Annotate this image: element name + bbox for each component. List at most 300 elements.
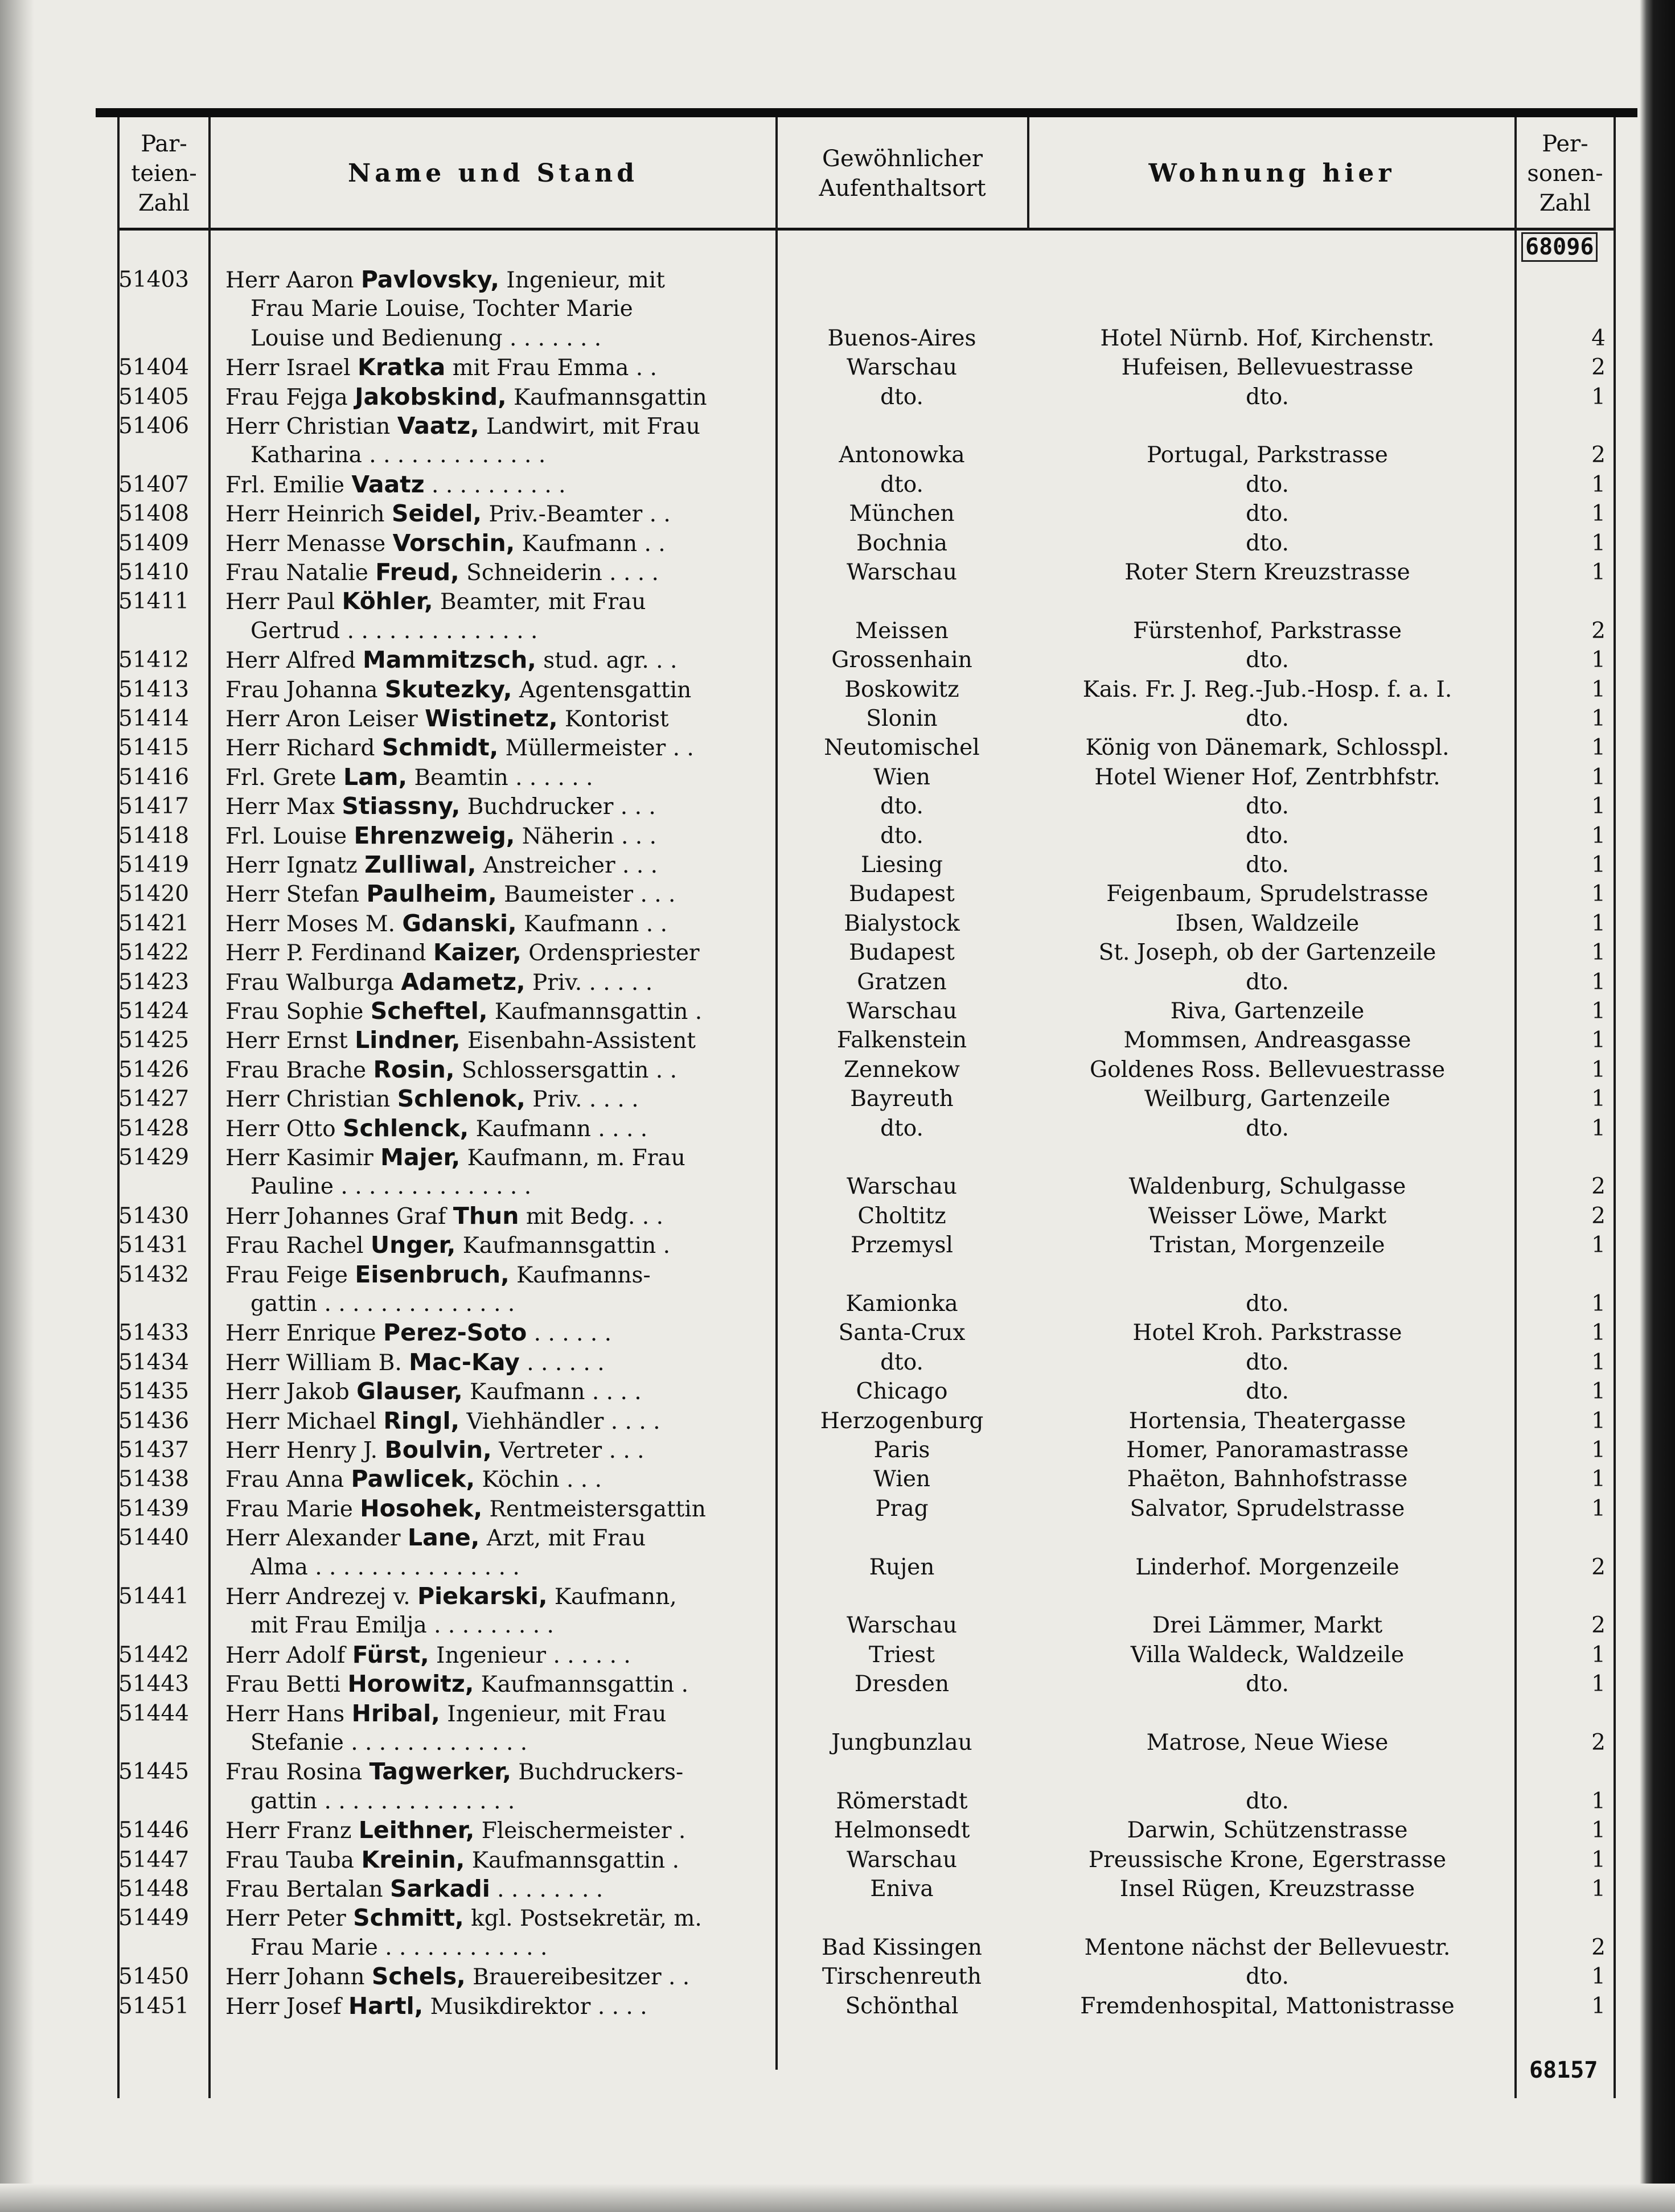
table-row [0, 1318, 1675, 1347]
usual-residence: Budapest [849, 940, 955, 966]
party-number: 51408 [118, 501, 190, 527]
name-title: Herr P. Ferdinand [225, 940, 433, 967]
party-number: 51419 [118, 852, 190, 878]
local-address: St. Joseph, ob der Gartenzeile [1098, 940, 1436, 966]
party-number: 51406 [118, 413, 190, 439]
occupation: Buchdruckers- [511, 1759, 684, 1786]
totals-rule [1516, 228, 1616, 230]
local-address: Villa Waldeck, Waldzeile [1130, 1642, 1405, 1668]
party-number: 51418 [118, 823, 190, 849]
table-row [0, 1084, 1675, 1113]
name-title: Herr Peter [225, 1906, 354, 1932]
party-number: 51440 [118, 1525, 190, 1551]
party-number: 51446 [118, 1818, 190, 1844]
name-and-occupation [225, 909, 772, 939]
occupation: Kaufmann, m. Frau [460, 1145, 685, 1171]
name-title: Herr Josef [225, 1993, 348, 2020]
party-number: 51405 [118, 384, 190, 410]
local-address: dto. [1246, 530, 1289, 556]
name-title: Frau Natalie [225, 560, 376, 586]
party-number: 51422 [118, 940, 190, 966]
local-address: Kais. Fr. J. Reg.-Jub.-Hosp. f. a. I. [1082, 676, 1452, 702]
party-number: 51413 [118, 676, 190, 702]
name-title: Herr Alfred [225, 648, 363, 674]
name-continuation: Stefanie . . . . . . . . . . . . . [251, 1729, 528, 1755]
party-number: 51447 [118, 1847, 190, 1873]
table-row [0, 1816, 1675, 1845]
local-address: Mentone nächst der Bellevuestr. [1084, 1934, 1451, 1960]
party-number: 51432 [118, 1261, 190, 1288]
local-address: Hotel Nürnb. Hof, Kirchenstr. [1100, 325, 1435, 351]
party-number: 51417 [118, 793, 190, 820]
person-count: 1 [1591, 560, 1606, 585]
surname: Kaizer, [433, 939, 522, 967]
usual-residence: Eniva [870, 1876, 934, 1902]
name-and-occupation [225, 1231, 772, 1260]
usual-residence: Warschau [847, 1847, 957, 1873]
name-and-occupation [225, 792, 772, 821]
person-count: 1 [1591, 823, 1606, 849]
person-count: 1 [1591, 1027, 1606, 1054]
table-row [0, 821, 1675, 850]
usual-residence: Falkenstein [836, 1027, 967, 1054]
local-address: Ibsen, Waldzeile [1175, 910, 1360, 936]
person-count: 1 [1591, 1993, 1606, 2019]
header-persons-line: sonen- [1527, 161, 1603, 187]
local-address: dto. [1246, 823, 1289, 849]
person-count: 1 [1591, 969, 1606, 995]
name-and-occupation [225, 265, 772, 295]
person-count: 1 [1591, 998, 1606, 1024]
name-and-occupation [225, 1816, 772, 1845]
surname: Unger, [370, 1231, 456, 1259]
name-continuation: Katharina . . . . . . . . . . . . . [251, 442, 546, 468]
local-address: dto. [1246, 384, 1289, 410]
occupation: Kaufmannsgattin . [474, 1672, 689, 1698]
name-and-occupation [225, 675, 772, 705]
surname: Hosohek, [360, 1494, 483, 1522]
surname: Pawlicek, [351, 1465, 475, 1493]
occupation: Kaufmann . . [516, 911, 667, 937]
occupation: Kaufmann . . [515, 531, 666, 557]
name-title: Herr Max [225, 794, 342, 820]
person-count: 1 [1591, 1437, 1606, 1463]
name-and-occupation [225, 968, 772, 997]
name-title: Herr Moses M. [225, 911, 403, 937]
usual-residence: Neutomischel [824, 735, 980, 761]
usual-residence: Dresden [854, 1671, 950, 1697]
party-number: 51412 [118, 647, 190, 673]
party-number: 51438 [118, 1466, 190, 1493]
table-row [0, 1348, 1675, 1377]
occupation: Brauereibesitzer . . [465, 1964, 690, 1991]
local-address: Hotel Wiener Hof, Zentrbhfstr. [1094, 764, 1440, 790]
local-address: Fürstenhof, Parkstrasse [1133, 618, 1402, 644]
party-number: 51404 [118, 355, 190, 381]
person-count: 1 [1591, 1671, 1606, 1697]
occupation: Priv. . . . . . [525, 969, 653, 996]
name-and-occupation [225, 587, 772, 616]
usual-residence: dto. [880, 1349, 923, 1375]
party-number: 51448 [118, 1876, 190, 1902]
name-title: Herr Richard [225, 735, 382, 762]
name-and-occupation [225, 1962, 772, 1992]
table-row [0, 1260, 1675, 1319]
table-row [0, 909, 1675, 938]
party-number: 51433 [118, 1320, 190, 1346]
occupation: Ingenieur, mit Frau [440, 1701, 667, 1727]
name-and-occupation [225, 1582, 772, 1611]
occupation: Schlossersgattin . . [454, 1057, 677, 1083]
person-count: 2 [1591, 1203, 1606, 1229]
scan-edge-bottom [0, 2184, 1675, 2212]
person-count: 4 [1591, 325, 1606, 351]
name-and-occupation [225, 645, 772, 675]
local-address: dto. [1246, 1290, 1289, 1317]
occupation: Ordenspriester [521, 940, 700, 967]
surname: Schlenok, [397, 1085, 526, 1113]
name-and-occupation [225, 1874, 772, 1904]
surname: Vorschin, [392, 529, 515, 557]
usual-residence: Rujen [869, 1554, 935, 1580]
header-residence [778, 121, 1027, 227]
name-title: Frau Betti [225, 1672, 348, 1698]
usual-residence: Warschau [847, 998, 957, 1024]
name-title: Herr Heinrich [225, 501, 392, 528]
usual-residence: Chicago [856, 1379, 948, 1405]
name-title: Frau Feige [225, 1262, 355, 1288]
person-count: 1 [1591, 1876, 1606, 1902]
local-address: dto. [1246, 1349, 1289, 1375]
surname: Schlenck, [342, 1114, 469, 1142]
table-row [0, 499, 1675, 528]
local-address: Weisser Löwe, Markt [1148, 1203, 1387, 1229]
party-number: 51434 [118, 1349, 190, 1375]
table-row [0, 1436, 1675, 1465]
local-address: Goldenes Ross. Bellevuestrasse [1089, 1056, 1446, 1083]
party-number: 51449 [118, 1905, 190, 1931]
name-and-occupation [225, 879, 772, 909]
name-title: Herr Johannes Graf [225, 1203, 453, 1230]
local-address: dto. [1246, 852, 1289, 878]
name-title: Frl. Grete [225, 764, 343, 791]
table-row [0, 383, 1675, 412]
occupation: Landwirt, mit Frau [479, 414, 700, 439]
table-row [0, 792, 1675, 821]
surname: Freud, [375, 558, 459, 586]
party-number: 51421 [118, 910, 190, 936]
occupation: Kaufmanns- [509, 1262, 651, 1288]
usual-residence: dto. [880, 1115, 923, 1141]
usual-residence: Helmonsedt [834, 1818, 970, 1844]
surname: Hribal, [351, 1699, 440, 1727]
table-row [0, 558, 1675, 587]
name-title: Frau Brache [225, 1057, 373, 1083]
person-count: 1 [1591, 384, 1606, 410]
table-row [0, 1699, 1675, 1758]
usual-residence: Tirschenreuth [822, 1964, 982, 1990]
person-count: 2 [1591, 1174, 1606, 1200]
name-title: Herr Ignatz [225, 853, 365, 878]
local-address: Insel Rügen, Kreuzstrasse [1119, 1876, 1415, 1902]
occupation: mit Bedg. . . [519, 1203, 663, 1230]
name-and-occupation [225, 1845, 772, 1875]
occupation: Buchdrucker . . . [460, 794, 656, 820]
table-row [0, 1523, 1675, 1582]
person-count: 1 [1591, 676, 1606, 702]
surname: Jakobskind, [355, 383, 507, 410]
usual-residence: Bayreuth [850, 1086, 954, 1112]
name-and-occupation [225, 1114, 772, 1144]
occupation: Müllermeister . . [498, 735, 694, 762]
name-and-occupation [225, 1348, 772, 1378]
person-count: 1 [1591, 471, 1606, 498]
party-number: 51441 [118, 1584, 190, 1609]
table-row [0, 879, 1675, 908]
table-row [0, 1845, 1675, 1874]
surname: Rosin, [373, 1055, 455, 1083]
name-and-occupation [225, 1407, 772, 1436]
header-persons [1517, 121, 1614, 227]
party-number: 51429 [118, 1145, 190, 1170]
name-title: Herr Michael [225, 1408, 384, 1434]
occupation: Köchin . . . [475, 1467, 602, 1493]
surname: Majer, [380, 1144, 461, 1171]
occupation: Schneiderin . . . . [459, 560, 659, 586]
occupation: Anstreicher . . . [476, 853, 658, 878]
usual-residence: Boskowitz [844, 676, 959, 702]
name-continuation: gattin . . . . . . . . . . . . . . [251, 1290, 515, 1317]
header-address-label: Wohnung hier [1148, 159, 1395, 188]
occupation: . . . . . . [527, 1321, 612, 1347]
occupation: Kaufmann . . . . [469, 1116, 648, 1142]
table-row [0, 763, 1675, 792]
table-row [0, 1641, 1675, 1670]
surname: Scheftel, [370, 997, 488, 1025]
person-count: 1 [1591, 1290, 1606, 1317]
surname: Pavlovsky, [360, 266, 499, 293]
surname: Lane, [407, 1524, 480, 1552]
local-address: Hotel Kroh. Parkstrasse [1132, 1320, 1402, 1346]
usual-residence: Römerstadt [836, 1788, 968, 1814]
surname: Kratka [358, 353, 446, 381]
table-row [0, 265, 1675, 353]
name-and-occupation [225, 938, 772, 968]
header-address [1029, 121, 1514, 227]
name-and-occupation [225, 412, 772, 441]
occupation: Beamtin . . . . . . [407, 764, 593, 791]
local-address: Linderhof. Morgenzeile [1135, 1554, 1399, 1580]
occupation: Eisenbahn-Assistent [460, 1028, 696, 1054]
occupation: Beamter, mit Frau [433, 589, 646, 615]
local-address: dto. [1246, 706, 1289, 731]
party-number: 51443 [118, 1671, 190, 1697]
table-row [0, 1757, 1675, 1816]
name-continuation: Louise und Bedienung . . . . . . . [251, 325, 602, 351]
person-count: 2 [1591, 618, 1606, 644]
usual-residence: Paris [873, 1437, 930, 1463]
person-count: 2 [1591, 442, 1606, 468]
occupation: . . . . . . [519, 1350, 605, 1376]
top-rule [96, 108, 1637, 117]
local-address: Salvator, Sprudelstrasse [1130, 1495, 1405, 1522]
party-number: 51431 [118, 1232, 190, 1259]
name-title: Herr Kasimir [225, 1145, 381, 1171]
name-and-occupation [225, 353, 772, 383]
surname: Leithner, [358, 1816, 475, 1844]
occupation: Ingenieur . . . . . . [429, 1642, 631, 1668]
party-number: 51439 [118, 1495, 190, 1522]
occupation: Rentmeistersgattin [482, 1496, 706, 1522]
local-address: Preussische Krone, Egerstrasse [1088, 1847, 1447, 1873]
local-address: dto. [1246, 969, 1289, 995]
table-row [0, 1202, 1675, 1231]
usual-residence: Antonowka [839, 442, 965, 468]
surname: Eisenbruch, [355, 1260, 510, 1288]
party-number: 51414 [118, 706, 190, 731]
person-count: 1 [1591, 1379, 1606, 1405]
local-address: Fremdenhospital, Mattonistrasse [1080, 1993, 1455, 2019]
header-name-label: Name und Stand [347, 159, 639, 188]
name-title: Herr Christian [225, 414, 397, 439]
carried-forward-total: 68096 [1521, 232, 1598, 262]
table-row [0, 938, 1675, 967]
local-address: Roter Stern Kreuzstrasse [1124, 560, 1410, 585]
name-title: Herr Hans [225, 1701, 352, 1727]
surname: Ehrenzweig, [354, 821, 515, 849]
table-row [0, 353, 1675, 382]
name-title: Frl. Louise [225, 823, 354, 849]
name-title: Herr Israel [225, 355, 358, 381]
table-row [0, 1407, 1675, 1436]
name-title: Frau Walburga [225, 969, 401, 996]
person-count: 1 [1591, 1320, 1606, 1346]
person-count: 1 [1591, 1847, 1606, 1873]
surname: Boulvin, [384, 1436, 492, 1463]
name-and-occupation [225, 704, 772, 734]
surname: Hartl, [348, 1992, 424, 2020]
person-count: 1 [1591, 910, 1606, 936]
name-title: Frau Johanna [225, 677, 385, 703]
name-and-occupation [225, 1143, 772, 1173]
table-row [0, 529, 1675, 558]
occupation: Fleischermeister . [474, 1818, 686, 1844]
occupation: Musikdirektor . . . . [423, 1993, 647, 2020]
person-count: 1 [1591, 1115, 1606, 1141]
party-number: 51451 [118, 1993, 190, 2019]
table-row [0, 412, 1675, 470]
surname: Mammitzsch, [362, 646, 536, 674]
name-title: Frau Sophie [225, 999, 371, 1025]
usual-residence: Triest [869, 1642, 935, 1668]
occupation: kgl. Postsekretär, m. [463, 1906, 702, 1932]
usual-residence: Bialystock [844, 910, 960, 936]
table-row [0, 1465, 1675, 1494]
name-title: Herr Jakob [225, 1379, 357, 1405]
surname: Fürst, [352, 1641, 429, 1668]
party-number: 51427 [118, 1086, 190, 1112]
name-continuation: Alma . . . . . . . . . . . . . . . [251, 1554, 520, 1580]
local-address: dto. [1246, 1964, 1289, 1990]
name-and-occupation [225, 1260, 772, 1290]
usual-residence: Buenos-Aires [827, 325, 976, 351]
table-row [0, 1231, 1675, 1260]
person-count: 1 [1591, 706, 1606, 731]
occupation: Kaufmannsgattin . [487, 999, 703, 1025]
party-number: 51436 [118, 1408, 190, 1434]
name-title: Frau Rachel [225, 1233, 371, 1259]
usual-residence: Bad Kissingen [822, 1934, 982, 1960]
name-title: Herr Andrezej v. [225, 1584, 418, 1610]
usual-residence: Kamionka [845, 1290, 958, 1317]
name-title: Herr Adolf [225, 1642, 352, 1668]
table-row [0, 1494, 1675, 1523]
occupation: Baumeister . . . [496, 882, 676, 908]
name-and-occupation [225, 1641, 772, 1670]
table-row [0, 997, 1675, 1026]
person-count: 1 [1591, 881, 1606, 907]
usual-residence: Jungbunzlau [831, 1729, 972, 1755]
header-number-line: teien- [131, 161, 197, 187]
usual-residence: dto. [880, 793, 923, 820]
occupation: . . . . . . . . . . [424, 472, 566, 498]
name-title: Herr Aaron [225, 268, 361, 293]
party-number: 51428 [118, 1115, 190, 1141]
name-and-occupation [225, 529, 772, 558]
header-name [211, 121, 775, 227]
table-row [0, 850, 1675, 879]
name-continuation: Frau Marie Louise, Tochter Marie [251, 296, 633, 322]
usual-residence: dto. [880, 823, 923, 849]
surname: Köhler, [342, 587, 433, 615]
local-address: dto. [1246, 1788, 1289, 1814]
occupation: Vertreter . . . [491, 1438, 644, 1463]
surname: Skutezky, [384, 675, 512, 703]
name-title: Frau Fejga [225, 384, 355, 410]
person-count: 1 [1591, 1964, 1606, 1990]
local-address: Riva, Gartenzeile [1170, 998, 1365, 1024]
surname: Lam, [343, 763, 408, 791]
usual-residence: Meissen [855, 618, 949, 644]
name-and-occupation [225, 821, 772, 851]
name-and-occupation [225, 1055, 772, 1085]
surname: Perez-Soto [383, 1319, 527, 1347]
name-and-occupation [225, 1377, 772, 1407]
occupation: Arzt, mit Frau [479, 1526, 646, 1552]
table-row [0, 1026, 1675, 1055]
usual-residence: Warschau [847, 1174, 957, 1200]
header-number-line: Par- [141, 131, 187, 157]
table-row [0, 704, 1675, 733]
surname: Sarkadi [390, 1875, 490, 1902]
table-row [0, 587, 1675, 645]
table-row [0, 1143, 1675, 1202]
header-residence-line: Aufenthaltsort [819, 175, 986, 202]
surname: Wistinetz, [425, 705, 558, 732]
local-address: Feigenbaum, Sprudelstrasse [1106, 881, 1428, 907]
surname: Schels, [371, 1963, 466, 1991]
surname: Schmidt, [381, 734, 499, 762]
party-number: 51403 [118, 267, 190, 293]
occupation: Priv. . . . . [525, 1087, 639, 1113]
usual-residence: Bochnia [856, 530, 947, 556]
name-and-occupation [225, 1699, 772, 1729]
local-address: dto. [1246, 793, 1289, 820]
person-count: 2 [1591, 1729, 1606, 1755]
person-count: 2 [1591, 355, 1606, 381]
surname: Adametz, [401, 968, 526, 996]
surname: Piekarski, [417, 1582, 548, 1610]
